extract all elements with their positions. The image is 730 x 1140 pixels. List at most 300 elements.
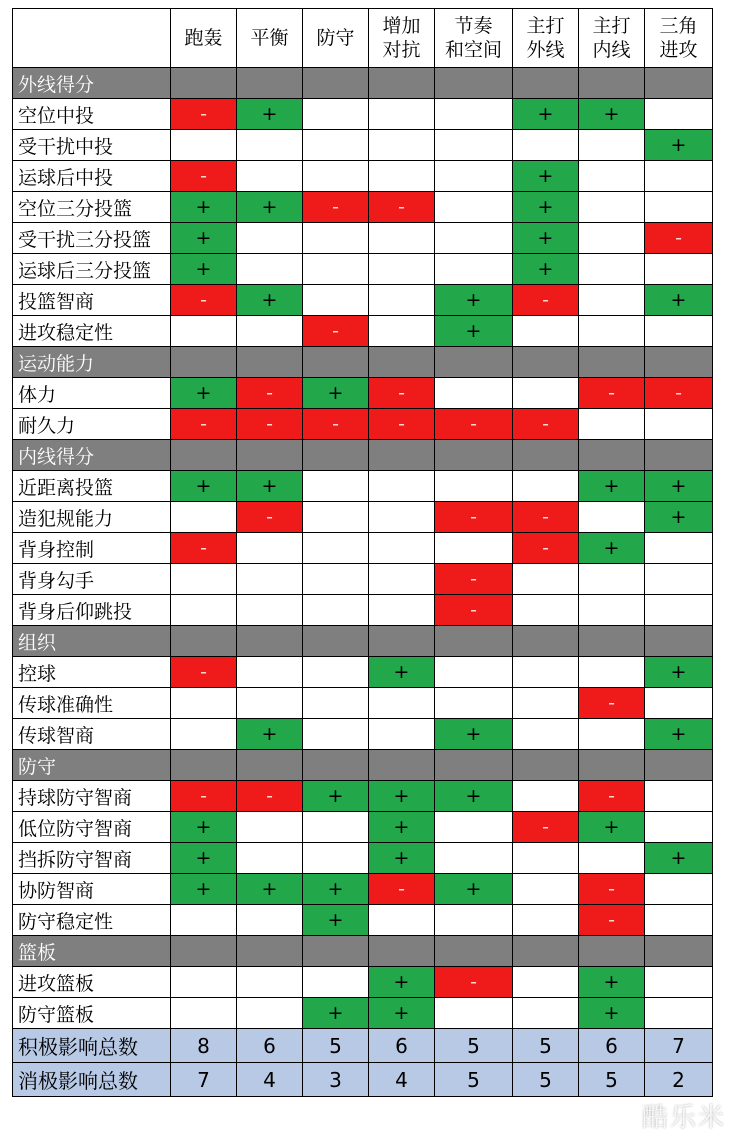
total-value: 6 <box>369 1029 435 1063</box>
positive-cell <box>645 657 713 688</box>
row-label: 传球智商 <box>13 719 171 750</box>
impact-mark: + <box>327 909 344 931</box>
negative-cell <box>579 905 645 936</box>
positive-cell <box>645 502 713 533</box>
impact-mark: - <box>470 413 477 435</box>
section-fill-cell <box>645 936 713 967</box>
column-header: 平衡 <box>237 9 303 68</box>
table-row <box>13 471 713 502</box>
negative-cell <box>369 192 435 223</box>
section-fill-cell <box>579 440 645 471</box>
section-fill-cell <box>369 440 435 471</box>
impact-mark: + <box>603 537 620 559</box>
impact-mark: - <box>266 785 273 807</box>
empty-cell <box>171 719 237 750</box>
empty-cell <box>513 564 579 595</box>
impact-mark: + <box>465 723 482 745</box>
total-value: 7 <box>171 1063 237 1097</box>
empty-cell <box>579 502 645 533</box>
section-header-row <box>13 68 713 99</box>
table-row <box>13 254 713 285</box>
impact-mark: - <box>608 692 615 714</box>
section-fill-cell <box>303 936 369 967</box>
impact-mark: - <box>398 878 405 900</box>
negative-cell <box>237 781 303 812</box>
positive-cell <box>237 471 303 502</box>
empty-cell <box>303 812 369 843</box>
negative-cell <box>369 378 435 409</box>
negative-cell <box>513 502 579 533</box>
table-row <box>13 967 713 998</box>
empty-cell <box>645 688 713 719</box>
empty-cell <box>303 688 369 719</box>
positive-cell <box>579 533 645 564</box>
impact-mark: + <box>670 289 687 311</box>
empty-cell <box>645 161 713 192</box>
empty-cell <box>579 285 645 316</box>
positive-cell <box>237 99 303 130</box>
impact-mark: - <box>200 537 207 559</box>
empty-cell <box>435 905 513 936</box>
empty-cell <box>435 688 513 719</box>
positive-cell <box>513 192 579 223</box>
section-fill-cell <box>237 68 303 99</box>
section-title: 防守 <box>13 750 171 781</box>
impact-mark: + <box>393 847 410 869</box>
empty-cell <box>369 533 435 564</box>
impact-mark: + <box>393 816 410 838</box>
table-row <box>13 564 713 595</box>
row-label: 持球防守智商 <box>13 781 171 812</box>
impact-mark: + <box>393 1002 410 1024</box>
impact-mark: - <box>398 196 405 218</box>
impact-mark: + <box>393 785 410 807</box>
empty-cell <box>303 223 369 254</box>
section-fill-cell <box>513 347 579 378</box>
section-title: 运动能力 <box>13 347 171 378</box>
empty-cell <box>369 719 435 750</box>
table-row <box>13 657 713 688</box>
positive-cell <box>369 998 435 1029</box>
section-fill-cell <box>645 440 713 471</box>
total-value: 5 <box>303 1029 369 1063</box>
empty-cell <box>579 254 645 285</box>
empty-cell <box>579 657 645 688</box>
section-fill-cell <box>579 68 645 99</box>
positive-cell <box>435 719 513 750</box>
positive-cell <box>237 719 303 750</box>
section-fill-cell <box>645 750 713 781</box>
impact-mark: - <box>266 382 273 404</box>
total-value: 5 <box>435 1063 513 1097</box>
empty-cell <box>303 471 369 502</box>
empty-cell <box>237 161 303 192</box>
impact-mark: + <box>465 320 482 342</box>
section-fill-cell <box>171 626 237 657</box>
empty-cell <box>435 223 513 254</box>
positive-cell <box>513 223 579 254</box>
total-value: 6 <box>237 1029 303 1063</box>
negative-cell <box>435 502 513 533</box>
negative-cell <box>513 285 579 316</box>
impact-mark: + <box>537 165 554 187</box>
section-fill-cell <box>303 440 369 471</box>
impact-mark: + <box>261 475 278 497</box>
empty-cell <box>579 192 645 223</box>
empty-cell <box>369 905 435 936</box>
impact-mark: - <box>200 103 207 125</box>
table-row <box>13 719 713 750</box>
section-fill-cell <box>171 347 237 378</box>
empty-cell <box>645 254 713 285</box>
positive-cell <box>645 285 713 316</box>
row-label: 传球准确性 <box>13 688 171 719</box>
empty-cell <box>435 812 513 843</box>
totals-label: 消极影响总数 <box>13 1063 171 1097</box>
column-header: 防守 <box>303 9 369 68</box>
empty-cell <box>645 192 713 223</box>
positive-cell <box>435 285 513 316</box>
table-row <box>13 998 713 1029</box>
section-title: 外线得分 <box>13 68 171 99</box>
watermark-logo: 酷乐米 <box>641 1103 726 1133</box>
empty-cell <box>369 688 435 719</box>
positive-cell <box>369 843 435 874</box>
row-label: 背身勾手 <box>13 564 171 595</box>
impact-mark: + <box>465 785 482 807</box>
section-fill-cell <box>171 750 237 781</box>
empty-cell <box>369 254 435 285</box>
row-label: 投篮智商 <box>13 285 171 316</box>
section-header-row <box>13 347 713 378</box>
total-value: 5 <box>435 1029 513 1063</box>
section-header-row <box>13 936 713 967</box>
empty-cell <box>303 719 369 750</box>
empty-cell <box>645 874 713 905</box>
empty-cell <box>171 316 237 347</box>
positive-cell <box>645 471 713 502</box>
empty-cell <box>303 502 369 533</box>
empty-cell <box>579 316 645 347</box>
impact-mark: + <box>195 847 212 869</box>
empty-cell <box>237 998 303 1029</box>
empty-cell <box>171 564 237 595</box>
impact-mark: + <box>537 103 554 125</box>
empty-cell <box>171 502 237 533</box>
empty-cell <box>237 905 303 936</box>
positive-cell <box>237 285 303 316</box>
empty-cell <box>369 130 435 161</box>
empty-cell <box>645 905 713 936</box>
table-row <box>13 533 713 564</box>
empty-cell <box>645 99 713 130</box>
column-header: 增加 对抗 <box>369 9 435 68</box>
impact-mark: + <box>261 103 278 125</box>
total-value: 5 <box>579 1063 645 1097</box>
total-value: 3 <box>303 1063 369 1097</box>
empty-cell <box>369 223 435 254</box>
negative-cell <box>579 688 645 719</box>
empty-cell <box>645 967 713 998</box>
negative-cell <box>435 595 513 626</box>
positive-cell <box>579 998 645 1029</box>
section-fill-cell <box>171 440 237 471</box>
table-row <box>13 192 713 223</box>
empty-cell <box>579 161 645 192</box>
table-row <box>13 502 713 533</box>
section-fill-cell <box>579 936 645 967</box>
positive-cell <box>435 874 513 905</box>
totals-row <box>13 1029 713 1063</box>
section-fill-cell <box>171 68 237 99</box>
column-header: 三角 进攻 <box>645 9 713 68</box>
negative-cell <box>369 409 435 440</box>
empty-cell <box>435 998 513 1029</box>
impact-mark: - <box>332 320 339 342</box>
positive-cell <box>171 812 237 843</box>
negative-cell <box>237 378 303 409</box>
impact-mark: - <box>608 382 615 404</box>
total-value: 5 <box>513 1063 579 1097</box>
empty-cell <box>513 688 579 719</box>
table-row <box>13 223 713 254</box>
impact-mark: - <box>398 382 405 404</box>
row-label: 挡拆防守智商 <box>13 843 171 874</box>
impact-mark: + <box>195 878 212 900</box>
empty-cell <box>435 378 513 409</box>
section-fill-cell <box>369 750 435 781</box>
empty-cell <box>645 781 713 812</box>
total-value: 4 <box>237 1063 303 1097</box>
section-fill-cell <box>579 347 645 378</box>
empty-cell <box>369 285 435 316</box>
positive-cell <box>369 812 435 843</box>
negative-cell <box>579 378 645 409</box>
positive-cell <box>435 781 513 812</box>
negative-cell <box>171 657 237 688</box>
section-fill-cell <box>303 68 369 99</box>
impact-mark: + <box>393 661 410 683</box>
positive-cell <box>579 967 645 998</box>
empty-cell <box>513 657 579 688</box>
empty-cell <box>645 409 713 440</box>
total-value: 6 <box>579 1029 645 1063</box>
section-fill-cell <box>645 68 713 99</box>
impact-mark: + <box>537 196 554 218</box>
positive-cell <box>513 254 579 285</box>
empty-cell <box>435 161 513 192</box>
total-value: 2 <box>645 1063 713 1097</box>
impact-mark: + <box>603 816 620 838</box>
negative-cell <box>579 781 645 812</box>
column-header: 主打 外线 <box>513 9 579 68</box>
table-row <box>13 378 713 409</box>
impact-mark: + <box>670 506 687 528</box>
table-row <box>13 595 713 626</box>
section-fill-cell <box>303 626 369 657</box>
total-value: 4 <box>369 1063 435 1097</box>
positive-cell <box>645 130 713 161</box>
impact-mark: - <box>200 165 207 187</box>
section-fill-cell <box>435 347 513 378</box>
empty-cell <box>303 564 369 595</box>
positive-cell <box>369 781 435 812</box>
empty-cell <box>435 843 513 874</box>
impact-mark: + <box>261 289 278 311</box>
table-row <box>13 316 713 347</box>
positive-cell <box>237 192 303 223</box>
positive-cell <box>303 874 369 905</box>
empty-cell <box>435 254 513 285</box>
positive-cell <box>645 719 713 750</box>
section-fill-cell <box>435 936 513 967</box>
row-label: 空位中投 <box>13 99 171 130</box>
impact-mark: - <box>542 413 549 435</box>
empty-cell <box>579 595 645 626</box>
section-fill-cell <box>513 68 579 99</box>
positive-cell <box>171 378 237 409</box>
positive-cell <box>303 998 369 1029</box>
section-header-row <box>13 750 713 781</box>
positive-cell <box>645 843 713 874</box>
row-label: 背身后仰跳投 <box>13 595 171 626</box>
positive-cell <box>171 254 237 285</box>
empty-cell <box>303 161 369 192</box>
impact-mark: - <box>398 413 405 435</box>
section-fill-cell <box>303 750 369 781</box>
empty-cell <box>513 874 579 905</box>
positive-cell <box>171 471 237 502</box>
column-header: 主打 内线 <box>579 9 645 68</box>
impact-mark: + <box>537 258 554 280</box>
positive-cell <box>579 812 645 843</box>
row-label: 受干扰中投 <box>13 130 171 161</box>
impact-mark: + <box>670 723 687 745</box>
section-fill-cell <box>513 936 579 967</box>
negative-cell <box>645 223 713 254</box>
empty-cell <box>237 688 303 719</box>
positive-cell <box>237 874 303 905</box>
positive-cell <box>171 223 237 254</box>
negative-cell <box>171 533 237 564</box>
impact-mark: - <box>542 537 549 559</box>
totals-label: 积极影响总数 <box>13 1029 171 1063</box>
impact-mark: + <box>195 258 212 280</box>
empty-cell <box>435 130 513 161</box>
impact-mark: - <box>332 413 339 435</box>
empty-cell <box>435 99 513 130</box>
row-label: 低位防守智商 <box>13 812 171 843</box>
empty-cell <box>435 192 513 223</box>
section-fill-cell <box>579 626 645 657</box>
positive-cell <box>303 781 369 812</box>
section-fill-cell <box>435 440 513 471</box>
row-label: 防守稳定性 <box>13 905 171 936</box>
section-title: 内线得分 <box>13 440 171 471</box>
empty-cell <box>237 564 303 595</box>
empty-cell <box>237 843 303 874</box>
section-fill-cell <box>369 936 435 967</box>
empty-cell <box>579 130 645 161</box>
total-value: 8 <box>171 1029 237 1063</box>
column-header: 节奏 和空间 <box>435 9 513 68</box>
impact-mark: + <box>465 289 482 311</box>
empty-cell <box>303 99 369 130</box>
empty-cell <box>579 564 645 595</box>
positive-cell <box>303 378 369 409</box>
impact-mark: + <box>195 227 212 249</box>
impact-mark: - <box>200 289 207 311</box>
section-header-row <box>13 626 713 657</box>
empty-cell <box>369 161 435 192</box>
empty-cell <box>303 533 369 564</box>
empty-cell <box>303 595 369 626</box>
table-row <box>13 161 713 192</box>
positive-cell <box>369 657 435 688</box>
empty-cell <box>369 564 435 595</box>
empty-cell <box>579 843 645 874</box>
empty-cell <box>237 316 303 347</box>
impact-mark: - <box>332 196 339 218</box>
empty-cell <box>171 688 237 719</box>
impact-mark: + <box>261 196 278 218</box>
impact-mark: - <box>542 289 549 311</box>
empty-cell <box>645 595 713 626</box>
empty-cell <box>513 378 579 409</box>
empty-cell <box>513 130 579 161</box>
negative-cell <box>303 409 369 440</box>
table-row <box>13 843 713 874</box>
impact-mark: - <box>608 909 615 931</box>
empty-cell <box>237 130 303 161</box>
impact-mark: + <box>603 971 620 993</box>
row-label: 运球后三分投篮 <box>13 254 171 285</box>
empty-cell <box>579 409 645 440</box>
positive-cell <box>579 99 645 130</box>
negative-cell <box>513 812 579 843</box>
impact-mark: + <box>393 971 410 993</box>
section-fill-cell <box>237 750 303 781</box>
negative-cell <box>435 564 513 595</box>
empty-cell <box>513 595 579 626</box>
empty-cell <box>645 316 713 347</box>
impact-mark: - <box>675 227 682 249</box>
row-label: 造犯规能力 <box>13 502 171 533</box>
section-fill-cell <box>513 750 579 781</box>
row-label: 防守篮板 <box>13 998 171 1029</box>
negative-cell <box>435 409 513 440</box>
impact-mark: + <box>195 382 212 404</box>
empty-cell <box>171 998 237 1029</box>
negative-cell <box>369 874 435 905</box>
row-label: 受干扰三分投篮 <box>13 223 171 254</box>
empty-cell <box>645 998 713 1029</box>
section-fill-cell <box>369 626 435 657</box>
negative-cell <box>303 316 369 347</box>
impact-mark: - <box>470 971 477 993</box>
section-fill-cell <box>513 626 579 657</box>
empty-cell <box>303 285 369 316</box>
empty-cell <box>237 967 303 998</box>
positive-cell <box>369 967 435 998</box>
section-fill-cell <box>435 626 513 657</box>
empty-cell <box>513 781 579 812</box>
empty-cell <box>513 843 579 874</box>
section-fill-cell <box>171 936 237 967</box>
positive-cell <box>171 192 237 223</box>
impact-mark: + <box>261 878 278 900</box>
table-row <box>13 285 713 316</box>
